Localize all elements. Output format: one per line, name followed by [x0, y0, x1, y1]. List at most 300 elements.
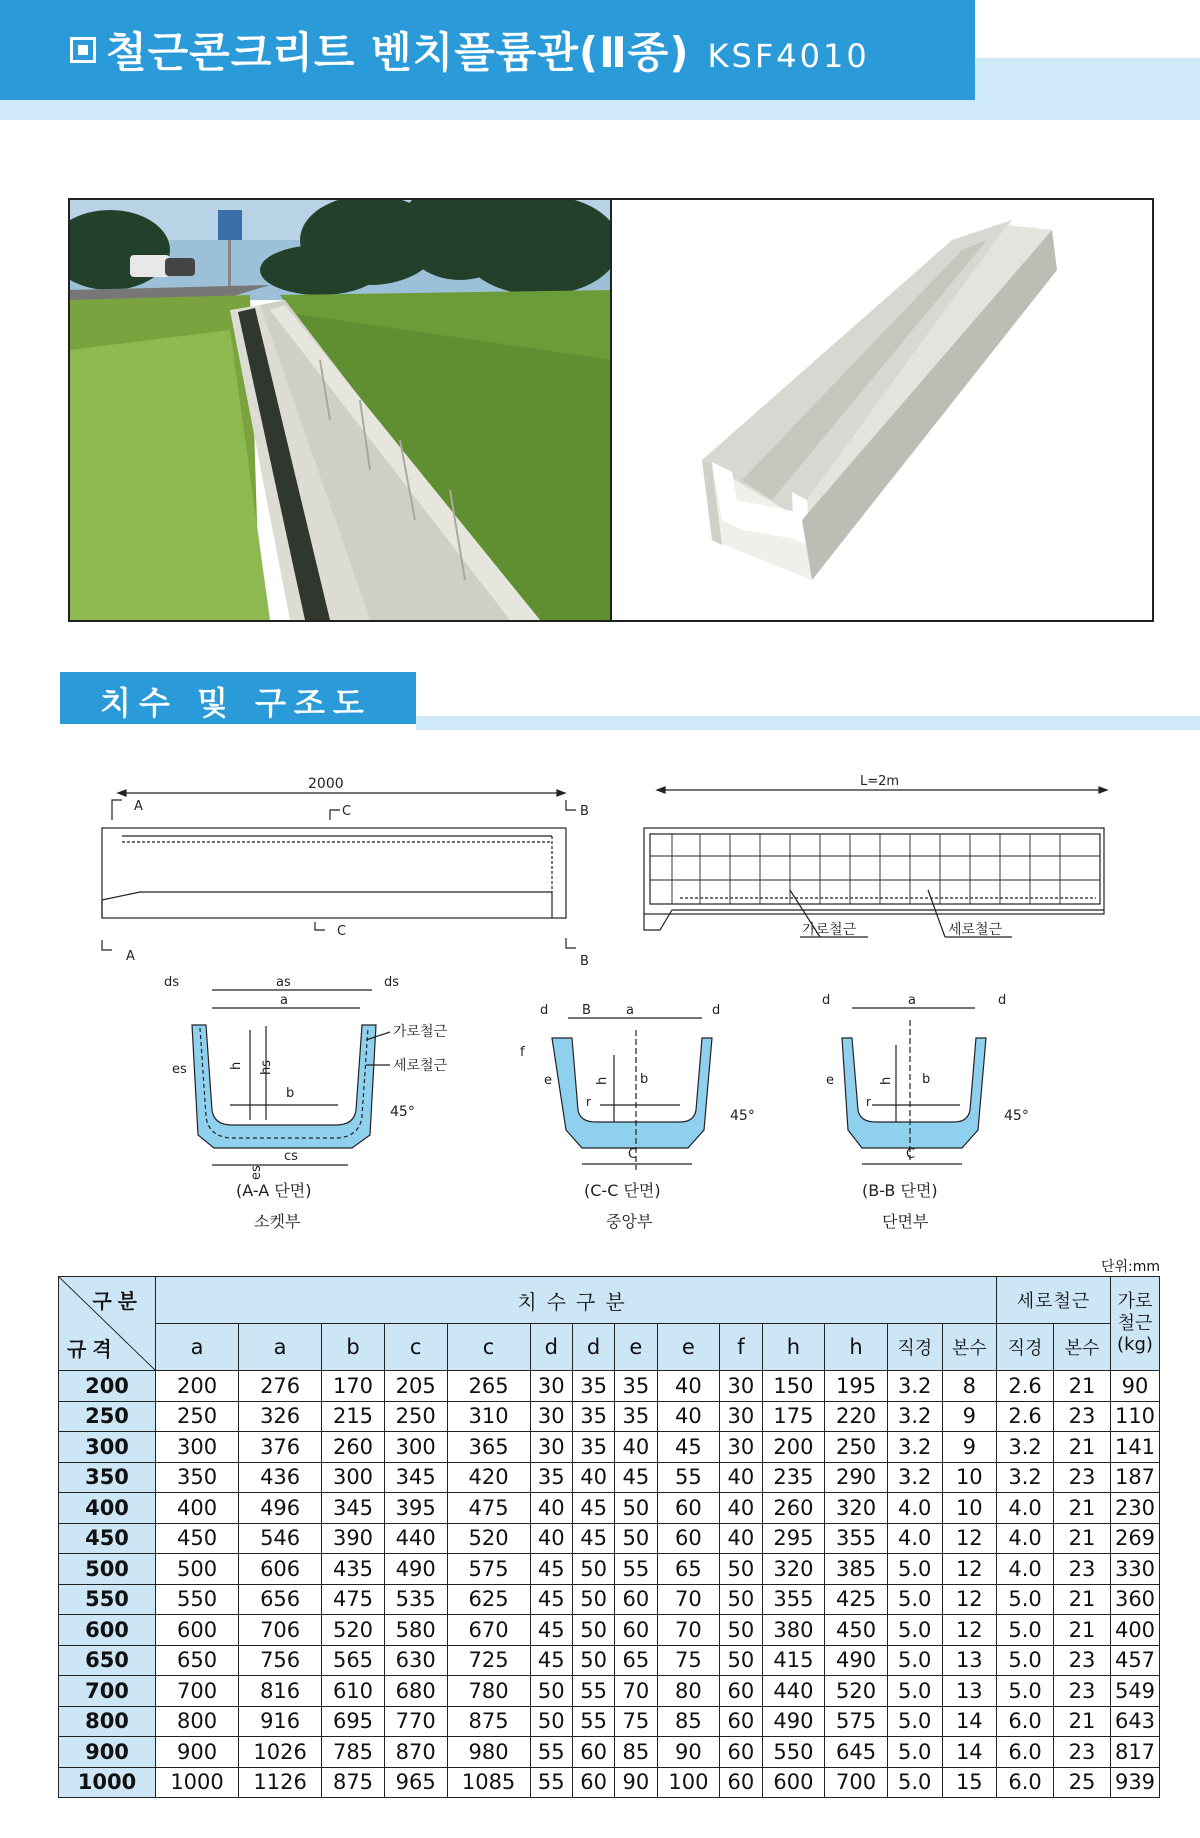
table-cell: 645 — [825, 1737, 888, 1768]
structure-diagram — [0, 760, 1200, 1240]
table-cell: 450 — [156, 1523, 239, 1554]
table-cell: 520 — [825, 1676, 888, 1707]
spec-size-cell: 450 — [59, 1523, 156, 1554]
table-cell: 706 — [239, 1615, 322, 1646]
standard-code: KSF4010 — [707, 37, 870, 75]
table-cell: 75 — [615, 1706, 657, 1737]
product-photo — [610, 198, 1154, 622]
table-cell: 1085 — [447, 1767, 530, 1798]
table-cell: 415 — [762, 1645, 825, 1676]
table-cell: 60 — [657, 1493, 720, 1524]
table-cell: 35 — [530, 1462, 572, 1493]
svg-text:세로철근: 세로철근 — [393, 1058, 448, 1074]
table-cell: 5.0 — [887, 1676, 942, 1707]
table-cell: 600 — [156, 1615, 239, 1646]
table-cell: 50 — [530, 1706, 572, 1737]
table-row — [59, 1462, 1160, 1493]
table-cell: 650 — [156, 1645, 239, 1676]
table-cell: 420 — [447, 1462, 530, 1493]
svg-text:ds: ds — [384, 975, 400, 990]
table-cell: 9 — [942, 1432, 997, 1463]
spec-size-cell: 500 — [59, 1554, 156, 1585]
table-cell: 60 — [615, 1615, 657, 1646]
table-cell: 496 — [239, 1493, 322, 1524]
table-cell: 45 — [530, 1554, 572, 1585]
svg-text:ds: ds — [164, 975, 180, 990]
section-a-title: (A-A 단면) — [236, 1181, 312, 1200]
table-cell: 435 — [322, 1554, 385, 1585]
table-cell: 345 — [384, 1462, 447, 1493]
table-cell: 12 — [942, 1584, 997, 1615]
table-cell: 40 — [657, 1401, 720, 1432]
table-cell: 580 — [384, 1615, 447, 1646]
table-cell: 30 — [530, 1432, 572, 1463]
table-cell: 14 — [942, 1737, 997, 1768]
table-cell: 6.0 — [997, 1706, 1054, 1737]
svg-text:hs: hs — [259, 1059, 274, 1075]
table-cell: 575 — [447, 1554, 530, 1585]
table-cell: 725 — [447, 1645, 530, 1676]
table-cell: 40 — [530, 1523, 572, 1554]
table-cell: 310 — [447, 1401, 530, 1432]
table-cell: 380 — [762, 1615, 825, 1646]
svg-text:45°: 45° — [390, 1104, 415, 1120]
table-cell: 385 — [825, 1554, 888, 1585]
group-rebar-h-header: 가로철근(kg) — [1111, 1277, 1160, 1371]
svg-text:e: e — [826, 1073, 834, 1088]
table-cell: 1000 — [156, 1767, 239, 1798]
table-cell: 400 — [1111, 1615, 1160, 1646]
table-cell: 5.0 — [887, 1584, 942, 1615]
table-cell: 70 — [657, 1615, 720, 1646]
table-cell: 490 — [825, 1645, 888, 1676]
table-cell: 23 — [1053, 1401, 1110, 1432]
table-cell: 50 — [720, 1615, 762, 1646]
table-row — [59, 1401, 1160, 1432]
table-cell: 600 — [762, 1767, 825, 1798]
column-header: d — [530, 1324, 572, 1371]
table-cell: 13 — [942, 1676, 997, 1707]
table-cell: 50 — [572, 1645, 614, 1676]
table-cell: 21 — [1053, 1371, 1110, 1402]
section-c-title: (C-C 단면) — [584, 1181, 661, 1200]
table-row — [59, 1523, 1160, 1554]
table-cell: 21 — [1053, 1615, 1110, 1646]
table-cell: 200 — [762, 1432, 825, 1463]
table-cell: 170 — [322, 1371, 385, 1402]
table-cell: 440 — [762, 1676, 825, 1707]
section-stripe — [416, 716, 1200, 730]
table-cell: 3.2 — [887, 1432, 942, 1463]
svg-text:a: a — [908, 993, 916, 1008]
svg-text:r: r — [586, 1095, 591, 1109]
table-cell: 300 — [322, 1462, 385, 1493]
table-cell: 35 — [572, 1432, 614, 1463]
group-rebar-v-header: 세로철근 — [997, 1277, 1111, 1324]
length-label: 2000 — [308, 776, 344, 792]
table-cell: 300 — [384, 1432, 447, 1463]
svg-text:cs: cs — [284, 1149, 298, 1164]
table-cell: 30 — [530, 1401, 572, 1432]
svg-text:d: d — [540, 1003, 549, 1018]
table-cell: 5.0 — [997, 1676, 1054, 1707]
table-cell: 490 — [384, 1554, 447, 1585]
svg-text:b: b — [286, 1086, 295, 1101]
svg-text:b: b — [640, 1072, 649, 1087]
table-cell: 55 — [572, 1676, 614, 1707]
unit-label: 단위:mm — [1100, 1259, 1160, 1275]
column-header: a — [239, 1324, 322, 1371]
table-cell: 5.0 — [997, 1615, 1054, 1646]
table-cell: 35 — [615, 1401, 657, 1432]
table-cell: 12 — [942, 1523, 997, 1554]
table-cell: 50 — [720, 1584, 762, 1615]
table-cell: 5.0 — [887, 1767, 942, 1798]
table-cell: 12 — [942, 1615, 997, 1646]
table-cell: 30 — [530, 1371, 572, 1402]
table-cell: 13 — [942, 1645, 997, 1676]
table-cell: 23 — [1053, 1462, 1110, 1493]
table-row — [59, 1615, 1160, 1646]
table-cell: 770 — [384, 1706, 447, 1737]
table-cell: 23 — [1053, 1737, 1110, 1768]
table-cell: 610 — [322, 1676, 385, 1707]
table-cell: 21 — [1053, 1706, 1110, 1737]
table-cell: 2.6 — [997, 1401, 1054, 1432]
table-cell: 475 — [447, 1493, 530, 1524]
svg-text:d: d — [998, 993, 1007, 1008]
column-header: c — [447, 1324, 530, 1371]
side-view — [102, 776, 589, 969]
table-cell: 670 — [447, 1615, 530, 1646]
table-row — [59, 1493, 1160, 1524]
table-cell: 10 — [942, 1462, 997, 1493]
table-cell: 30 — [720, 1371, 762, 1402]
table-cell: 23 — [1053, 1645, 1110, 1676]
svg-text:h: h — [229, 1061, 244, 1070]
table-cell: 875 — [322, 1767, 385, 1798]
table-cell: 330 — [1111, 1554, 1160, 1585]
table-cell: 475 — [322, 1584, 385, 1615]
table-cell: 700 — [825, 1767, 888, 1798]
table-cell: 60 — [720, 1737, 762, 1768]
table-cell: 65 — [615, 1645, 657, 1676]
table-cell: 205 — [384, 1371, 447, 1402]
table-cell: 215 — [322, 1401, 385, 1432]
table-cell: 535 — [384, 1584, 447, 1615]
svg-text:es: es — [172, 1062, 187, 1077]
table-cell: 4.0 — [887, 1523, 942, 1554]
table-cell: 250 — [384, 1401, 447, 1432]
table-cell: 85 — [615, 1737, 657, 1768]
table-cell: 15 — [942, 1767, 997, 1798]
svg-text:B: B — [580, 954, 589, 969]
table-cell: 320 — [762, 1554, 825, 1585]
table-cell: 360 — [1111, 1584, 1160, 1615]
table-row — [59, 1371, 1160, 1402]
table-row — [59, 1706, 1160, 1737]
table-cell: 45 — [530, 1615, 572, 1646]
table-cell: 3.2 — [887, 1462, 942, 1493]
svg-text:d: d — [822, 993, 831, 1008]
table-cell: 50 — [720, 1645, 762, 1676]
table-cell: 45 — [572, 1523, 614, 1554]
table-cell: 6.0 — [997, 1737, 1054, 1768]
table-row — [59, 1645, 1160, 1676]
table-cell: 4.0 — [997, 1493, 1054, 1524]
table-cell: 40 — [720, 1462, 762, 1493]
table-cell: 320 — [825, 1493, 888, 1524]
table-cell: 60 — [657, 1523, 720, 1554]
table-cell: 50 — [615, 1493, 657, 1524]
table-cell: 250 — [825, 1432, 888, 1463]
table-cell: 625 — [447, 1584, 530, 1615]
table-cell: 90 — [657, 1737, 720, 1768]
table-cell: 21 — [1053, 1584, 1110, 1615]
table-cell: 50 — [572, 1554, 614, 1585]
table-cell: 785 — [322, 1737, 385, 1768]
column-header: e — [615, 1324, 657, 1371]
table-cell: 90 — [615, 1767, 657, 1798]
table-row — [59, 1676, 1160, 1707]
table-cell: 520 — [322, 1615, 385, 1646]
table-cell: 965 — [384, 1767, 447, 1798]
spec-size-cell: 250 — [59, 1401, 156, 1432]
table-cell: 3.2 — [887, 1371, 942, 1402]
table-cell: 565 — [322, 1645, 385, 1676]
svg-text:b: b — [922, 1072, 931, 1087]
table-cell: 355 — [762, 1584, 825, 1615]
table-cell: 1126 — [239, 1767, 322, 1798]
table-cell: 326 — [239, 1401, 322, 1432]
table-cell: 60 — [615, 1584, 657, 1615]
section-title: 치수 및 구조도 — [100, 684, 372, 722]
column-header: 직경 — [887, 1324, 942, 1371]
table-cell: 21 — [1053, 1523, 1110, 1554]
table-cell: 150 — [762, 1371, 825, 1402]
table-cell: 235 — [762, 1462, 825, 1493]
table-cell: 680 — [384, 1676, 447, 1707]
table-cell: 21 — [1053, 1432, 1110, 1463]
table-cell: 3.2 — [997, 1462, 1054, 1493]
svg-text:C: C — [906, 1147, 916, 1162]
spec-size-cell: 700 — [59, 1676, 156, 1707]
svg-text:세로철근: 세로철근 — [948, 922, 1003, 938]
spec-size-cell: 350 — [59, 1462, 156, 1493]
table-cell: 269 — [1111, 1523, 1160, 1554]
rebar-plan-view — [644, 774, 1107, 938]
table-cell: 5.0 — [887, 1615, 942, 1646]
table-cell: 200 — [156, 1371, 239, 1402]
table-cell: 60 — [720, 1706, 762, 1737]
svg-text:h: h — [595, 1076, 610, 1085]
table-cell: 300 — [156, 1432, 239, 1463]
table-cell: 5.0 — [997, 1584, 1054, 1615]
table-cell: 457 — [1111, 1645, 1160, 1676]
table-cell: 4.0 — [997, 1523, 1054, 1554]
table-cell: 345 — [322, 1493, 385, 1524]
section-a-name: 소켓부 — [254, 1212, 301, 1231]
svg-text:C: C — [337, 924, 347, 939]
table-cell: 45 — [572, 1493, 614, 1524]
column-header: c — [384, 1324, 447, 1371]
table-cell: 70 — [615, 1676, 657, 1707]
spec-size-cell: 1000 — [59, 1767, 156, 1798]
table-cell: 30 — [720, 1432, 762, 1463]
table-cell: 355 — [825, 1523, 888, 1554]
table-cell: 290 — [825, 1462, 888, 1493]
svg-text:es: es — [249, 1165, 264, 1180]
section-a-a — [164, 975, 448, 1231]
table-cell: 376 — [239, 1432, 322, 1463]
table-cell: 260 — [762, 1493, 825, 1524]
square-bullet-icon — [70, 37, 96, 63]
table-cell: 9 — [942, 1401, 997, 1432]
table-cell: 230 — [1111, 1493, 1160, 1524]
table-cell: 85 — [657, 1706, 720, 1737]
table-cell: 50 — [720, 1554, 762, 1585]
table-cell: 5.0 — [887, 1737, 942, 1768]
table-cell: 110 — [1111, 1401, 1160, 1432]
table-cell: 21 — [1053, 1493, 1110, 1524]
table-cell: 25 — [1053, 1767, 1110, 1798]
section-c-c — [520, 1003, 755, 1231]
table-cell: 250 — [156, 1401, 239, 1432]
table-cell: 3.2 — [997, 1432, 1054, 1463]
table-cell: 5.0 — [887, 1645, 942, 1676]
table-cell: 3.2 — [887, 1401, 942, 1432]
table-cell: 5.0 — [887, 1706, 942, 1737]
table-cell: 6.0 — [997, 1767, 1054, 1798]
column-header: 본수 — [1053, 1324, 1110, 1371]
table-cell: 900 — [156, 1737, 239, 1768]
table-cell: 4.0 — [887, 1493, 942, 1524]
table-cell: 50 — [572, 1584, 614, 1615]
table-cell: 2.6 — [997, 1371, 1054, 1402]
svg-text:r: r — [866, 1095, 871, 1109]
table-cell: 175 — [762, 1401, 825, 1432]
table-cell: 400 — [156, 1493, 239, 1524]
table-cell: 45 — [530, 1584, 572, 1615]
table-cell: 390 — [322, 1523, 385, 1554]
table-cell: 55 — [572, 1706, 614, 1737]
spec-size-cell: 550 — [59, 1584, 156, 1615]
table-cell: 55 — [530, 1767, 572, 1798]
table-cell: 695 — [322, 1706, 385, 1737]
table-cell: 50 — [615, 1523, 657, 1554]
column-header: h — [825, 1324, 888, 1371]
svg-text:as: as — [276, 975, 291, 990]
table-cell: 40 — [572, 1462, 614, 1493]
table-cell: 35 — [615, 1371, 657, 1402]
table-cell: 490 — [762, 1706, 825, 1737]
section-b-name: 단면부 — [882, 1212, 929, 1231]
spec-size-cell: 650 — [59, 1645, 156, 1676]
table-cell: 916 — [239, 1706, 322, 1737]
section-b-b — [822, 993, 1029, 1231]
table-cell: 23 — [1053, 1676, 1110, 1707]
table-cell: 500 — [156, 1554, 239, 1585]
svg-text:B: B — [582, 1003, 591, 1018]
table-cell: 45 — [530, 1645, 572, 1676]
table-cell: 800 — [156, 1706, 239, 1737]
table-cell: 549 — [1111, 1676, 1160, 1707]
table-row — [59, 1767, 1160, 1798]
svg-text:45°: 45° — [1004, 1108, 1029, 1124]
table-cell: 546 — [239, 1523, 322, 1554]
table-cell: 606 — [239, 1554, 322, 1585]
table-row — [59, 1584, 1160, 1615]
table-cell: 10 — [942, 1493, 997, 1524]
table-cell: 55 — [530, 1737, 572, 1768]
group-dims-header: 치수구분 — [156, 1277, 997, 1324]
table-corner: 구분 규격 — [59, 1277, 156, 1371]
table-cell: 550 — [762, 1737, 825, 1768]
table-cell: 550 — [156, 1584, 239, 1615]
column-header: d — [572, 1324, 614, 1371]
table-cell: 195 — [825, 1371, 888, 1402]
table-cell: 1026 — [239, 1737, 322, 1768]
svg-text:d: d — [712, 1003, 721, 1018]
table-cell: 260 — [322, 1432, 385, 1463]
title-text: 철근콘크리트 벤치플륨관(Ⅱ종) — [106, 28, 690, 77]
table-cell: 55 — [615, 1554, 657, 1585]
table-cell: 630 — [384, 1645, 447, 1676]
table-cell: 980 — [447, 1737, 530, 1768]
section-c-name: 중앙부 — [606, 1212, 653, 1231]
table-cell: 5.0 — [887, 1554, 942, 1585]
table-cell: 141 — [1111, 1432, 1160, 1463]
table-cell: 816 — [239, 1676, 322, 1707]
table-cell: 90 — [1111, 1371, 1160, 1402]
table-cell: 75 — [657, 1645, 720, 1676]
spec-size-cell: 300 — [59, 1432, 156, 1463]
table-cell: 276 — [239, 1371, 322, 1402]
table-row — [59, 1432, 1160, 1463]
table-cell: 50 — [572, 1615, 614, 1646]
table-cell: 4.0 — [997, 1554, 1054, 1585]
spec-size-cell: 400 — [59, 1493, 156, 1524]
table-cell: 220 — [825, 1401, 888, 1432]
table-body — [59, 1371, 1160, 1798]
svg-text:가로철근: 가로철근 — [393, 1024, 448, 1040]
spec-size-cell: 800 — [59, 1706, 156, 1737]
column-header: 본수 — [942, 1324, 997, 1371]
subheader-row — [59, 1324, 1160, 1371]
table-row — [59, 1737, 1160, 1768]
spec-size-cell: 900 — [59, 1737, 156, 1768]
column-header: 직경 — [997, 1324, 1054, 1371]
table-cell: 8 — [942, 1371, 997, 1402]
svg-text:A: A — [134, 799, 143, 814]
table-cell: 350 — [156, 1462, 239, 1493]
table-cell: 60 — [572, 1737, 614, 1768]
table-cell: 656 — [239, 1584, 322, 1615]
column-header: h — [762, 1324, 825, 1371]
table-cell: 817 — [1111, 1737, 1160, 1768]
table-cell: 450 — [825, 1615, 888, 1646]
table-cell: 23 — [1053, 1554, 1110, 1585]
table-cell: 780 — [447, 1676, 530, 1707]
table-cell: 365 — [447, 1432, 530, 1463]
column-header: b — [322, 1324, 385, 1371]
table-cell: 436 — [239, 1462, 322, 1493]
table-cell: 60 — [572, 1767, 614, 1798]
svg-text:45°: 45° — [730, 1108, 755, 1124]
spec-table — [58, 1276, 1160, 1798]
table-cell: 875 — [447, 1706, 530, 1737]
table-cell: 395 — [384, 1493, 447, 1524]
